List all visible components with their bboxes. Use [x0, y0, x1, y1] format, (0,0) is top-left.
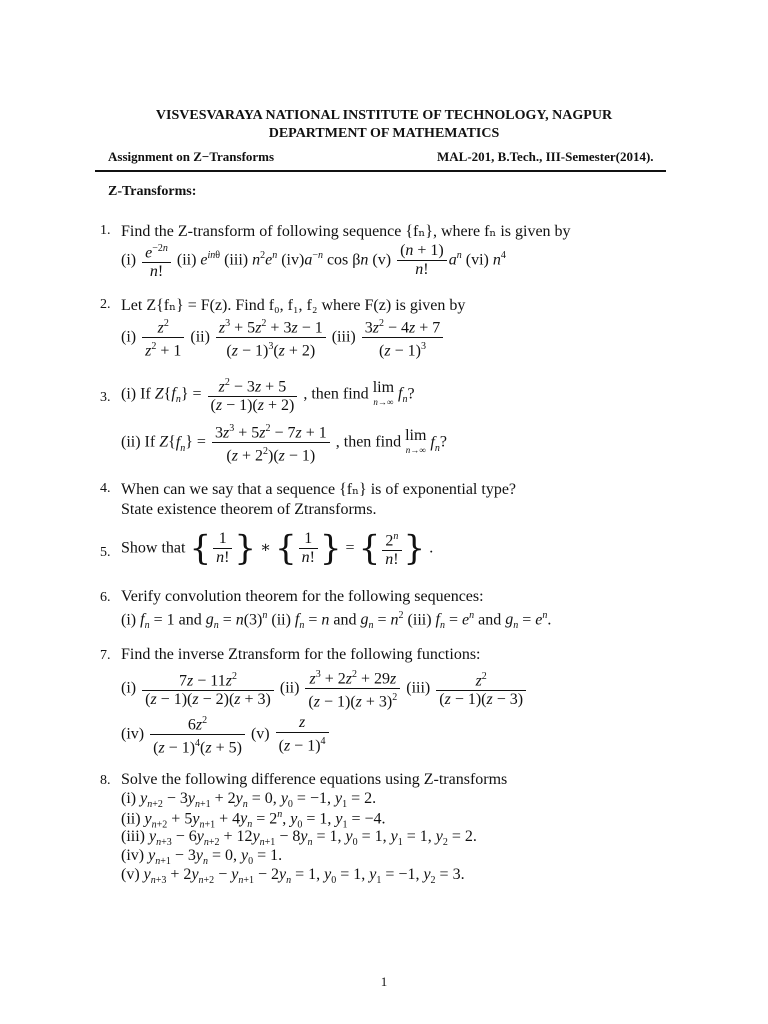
q1-parts: (i) $\frac{e^{-2n}}{n!}$ (ii) $e^{in\theta}$ (iii) $n^2e^n$ $(iv)a^{-n}$ cos βn (v) $\frac{(n + 1)}{n!}$ $a^n$ (vi) $n^4$ — [121, 240, 506, 281]
header-rule — [95, 170, 666, 172]
q4-text: When can we say that a sequence {fₙ} is of exponential type? — [121, 481, 517, 498]
q3-number: 3. — [100, 390, 111, 405]
department-title: DEPARTMENT OF MATHEMATICS — [268, 126, 500, 141]
assignment-title: Assignment on Z−Transforms — [108, 149, 275, 164]
q6-number: 6. — [100, 590, 111, 605]
q8-eq-ii: (ii) $y_{n+2} + 5y_{n+1} + 4y_n = 2^n$, $y_0 = 1$, $y_1 = -4$. — [121, 809, 386, 831]
q2-parts: (i) $\frac{z^2}{z^2 + 1}$ (ii) $\frac{z^3 + 5z^2 + 3z - 1}{(z - 1)^3(z + 2)}$ (iii) $\frac{3z^2 - 4z + 7}{(z - 1)^3}$ — [121, 315, 445, 361]
q8-eq-iv: (iv) $y_{n+1} - 3y_n = 0$, $y_0 = 1$. — [121, 847, 283, 868]
section-title: Z-Transforms: — [108, 184, 197, 199]
q8-text: Solve the following difference equations using Z-transforms — [121, 771, 508, 788]
q3-part-ii: (ii) If $Z\{f_n\}$ = $\frac{3z^3 + 5z^2 - 7z + 1}{(z + 2^2)(z - 1)}$ , then find lim n→∞ $f_n$? — [121, 420, 447, 466]
q2-number: 2. — [100, 297, 111, 312]
q5-line: Show that { $\frac{1}{n!}$ } ∗ { $\frac{1}{n!}$ } = { $\frac{2^n}{n!}$ } . — [121, 528, 434, 569]
q4-number: 4. — [100, 481, 111, 496]
q1-text: Find the Z-transform of following sequence {fₙ}, where fₙ is given by — [121, 223, 571, 240]
q1-number: 1. — [100, 223, 111, 238]
q3-part-i: (i) If $Z\{f_n\}$ = $\frac{z^2 - 3z + 5}{(z - 1)(z + 2)}$ , then find lim n→∞ $f_n$? — [121, 374, 415, 415]
q8-number: 8. — [100, 773, 111, 788]
q2-text: Let Z{fₙ} = F(z). Find f₀, f₁, f₂ where F(z) is given by — [121, 297, 466, 314]
q7-parts-1: (i) $\frac{7z - 11z^2}{(z - 1)(z - 2)(z + 3)}$ (ii) $\frac{z^3 + 2z^2 + 29z}{(z - 1)(z + 3)^2}$ (iii) $\frac{z^2}{(z - 1)(z - 3)}$ — [121, 666, 528, 712]
course-info: MAL-201, B.Tech., III-Semester(2014). — [437, 149, 654, 164]
q7-number: 7. — [100, 648, 111, 663]
q6-text: Verify convolution theorem for the following sequences: — [121, 588, 484, 605]
q8-eq-v: (v) $y_{n+3} + 2y_{n+2} - y_{n+1} - 2y_n = 1$, $y_0 = 1$, $y_1 = -1$, $y_2 = 3$. — [121, 866, 465, 887]
page-number: 1 — [380, 974, 388, 989]
q6-parts: (i) $f_n = 1$ and $g_n = n(3)^n$ (ii) $f_n = n$ and $g_n = n^2$ (iii) $f_n = e^n$ and $g_n = e^n$. — [121, 610, 552, 632]
q5-text: Show that — [121, 539, 186, 557]
institute-title: VISVESVARAYA NATIONAL INSTITUTE OF TECHNOLOGY, NAGPUR — [155, 108, 613, 123]
q5-number: 5. — [100, 545, 111, 560]
q7-text: Find the inverse Ztransform for the following functions: — [121, 646, 481, 663]
q7-parts-2: (iv) $\frac{6z^2}{(z - 1)^4(z + 5)}$ (v) $\frac{z}{(z - 1)^4}$ — [121, 712, 331, 758]
q8-eq-iii: (iii) $y_{n+3} - 6y_{n+2} + 12y_{n+1} - 8y_n = 1$, $y_0 = 1$, $y_1 = 1$, $y_2 = 2$. — [121, 828, 477, 849]
q8-eq-i: (i) $y_{n+2} - 3y_{n+1} + 2y_n = 0$, $y_0 = -1$, $y_1 = 2$. — [121, 790, 377, 811]
q4-text-2: State existence theorem of Ztransforms. — [121, 501, 377, 518]
